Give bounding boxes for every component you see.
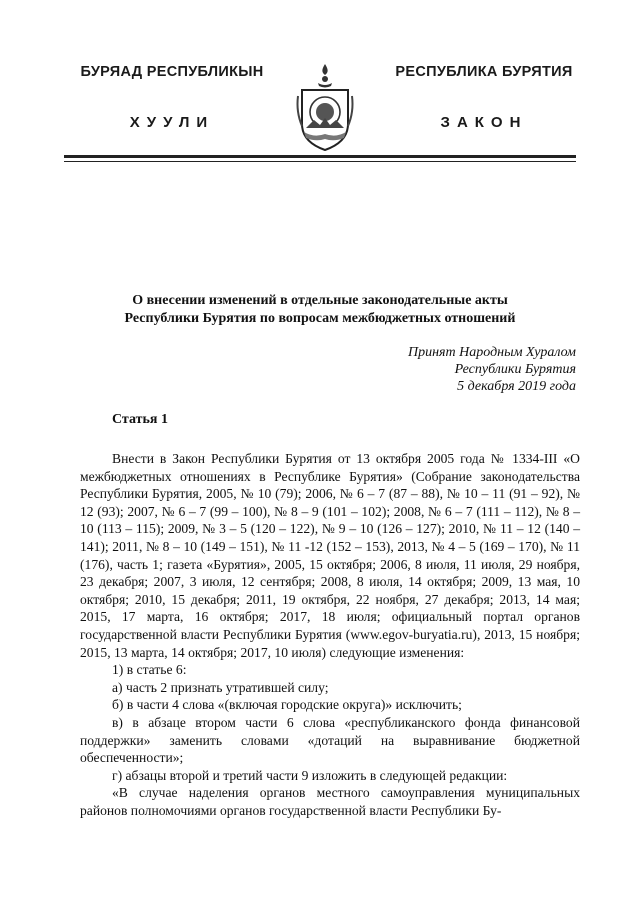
paragraph: «В случае наделения органов местного самоуправления муниципальных районов полномочиями органов государственной власти Республики Бу- [80,785,580,818]
header-left [72,64,272,131]
law-title-line-1: О внесении изменений в отдельные законодательные акты [132,293,508,308]
header-rule-thin [64,161,576,162]
coat-of-arms-emblem [294,62,356,152]
law-title-line-2: Республики Бурятия по вопросам межбюджетных отношений [124,311,516,326]
adoption-line-2: Республики Бурятия [454,362,576,377]
paragraph: б) в части 4 слова «(включая городские округа)» исключить; [112,697,462,713]
adoption-date: 5 декабря 2019 года [457,379,576,394]
law-word-russian: ЗАКОН [440,114,528,131]
paragraph: г) абзацы второй и третий части 9 изложить в следующей редакции: [112,767,508,783]
paragraph: а) часть 2 признать утратившей силу; [112,679,329,695]
header-rule-thick [64,155,576,158]
paragraph: Внести в Закон Республики Бурятия от 13 октября 2005 года № 1334-III «О межбюджетных отношениях в Республике Бурятия» (Собрание законодательства Республики Бурятия, 2005, № 10 (79); 2006, № 6 – 7 (87 – 88), № 10 – 11 (91 – 92), № 12 (93); 2007, № 6 – 7 (99 – 100), № 8 – 9 (101 – 102); 2008, № 6 – 7 (111 – 112), № 8 – 10 (113 – 115); 2009, № 3 – 5 (120 – 122), № 9 – 10 (126 – 127); 2010, № 11 – 12 (140 – 141); 2011, № 8 – 10 (149 – 151), № 11 -12 (152 – 153), 2013, № 4 – 5 (169 – 170), № 11 (176), часть 1; газета «Бурятия», 2005, 15 октября; 2006, 8 июля, 11 июля, 29 ноября, 23 декабря; 2007, 3 июля, 12 сентября; 2008, 8 июля, 14 октября; 2009, 13 мая, 10 октября; 2010, 15 декабря; 2011, 19 октября, 22 ноября, 27 декабря; 2013, 14 мая; 2015, 17 марта, 16 октября; 2017, 18 июля; официальный портал органов государственной власти Республики Бурятия (www.egov-buryatia.ru), 2013, 15 ноября; 2015, 13 марта, 14 октября; 2017, 10 июля) следующие изменения: [80,451,580,660]
law-title [80,292,560,328]
article-body [80,450,580,819]
law-word-buryat: ХУУЛИ [129,114,215,131]
republic-name-russian: РЕСПУБЛИКА БУРЯТИЯ [395,64,573,80]
header-right [384,64,584,131]
adoption-line-1: Принят Народным Хуралом [407,345,576,360]
adoption-note [408,344,576,395]
article-heading: Статья 1 [112,412,168,427]
republic-name-buryat: БУРЯАД РЕСПУБЛИКЫН [80,64,264,80]
paragraph: 1) в статье 6: [112,662,187,678]
paragraph: в) в абзаце втором части 6 слова «республиканского фонда финансовой поддержки» заменить словами «дотаций на выравнивание бюджетной обеспеченности»; [80,714,580,766]
